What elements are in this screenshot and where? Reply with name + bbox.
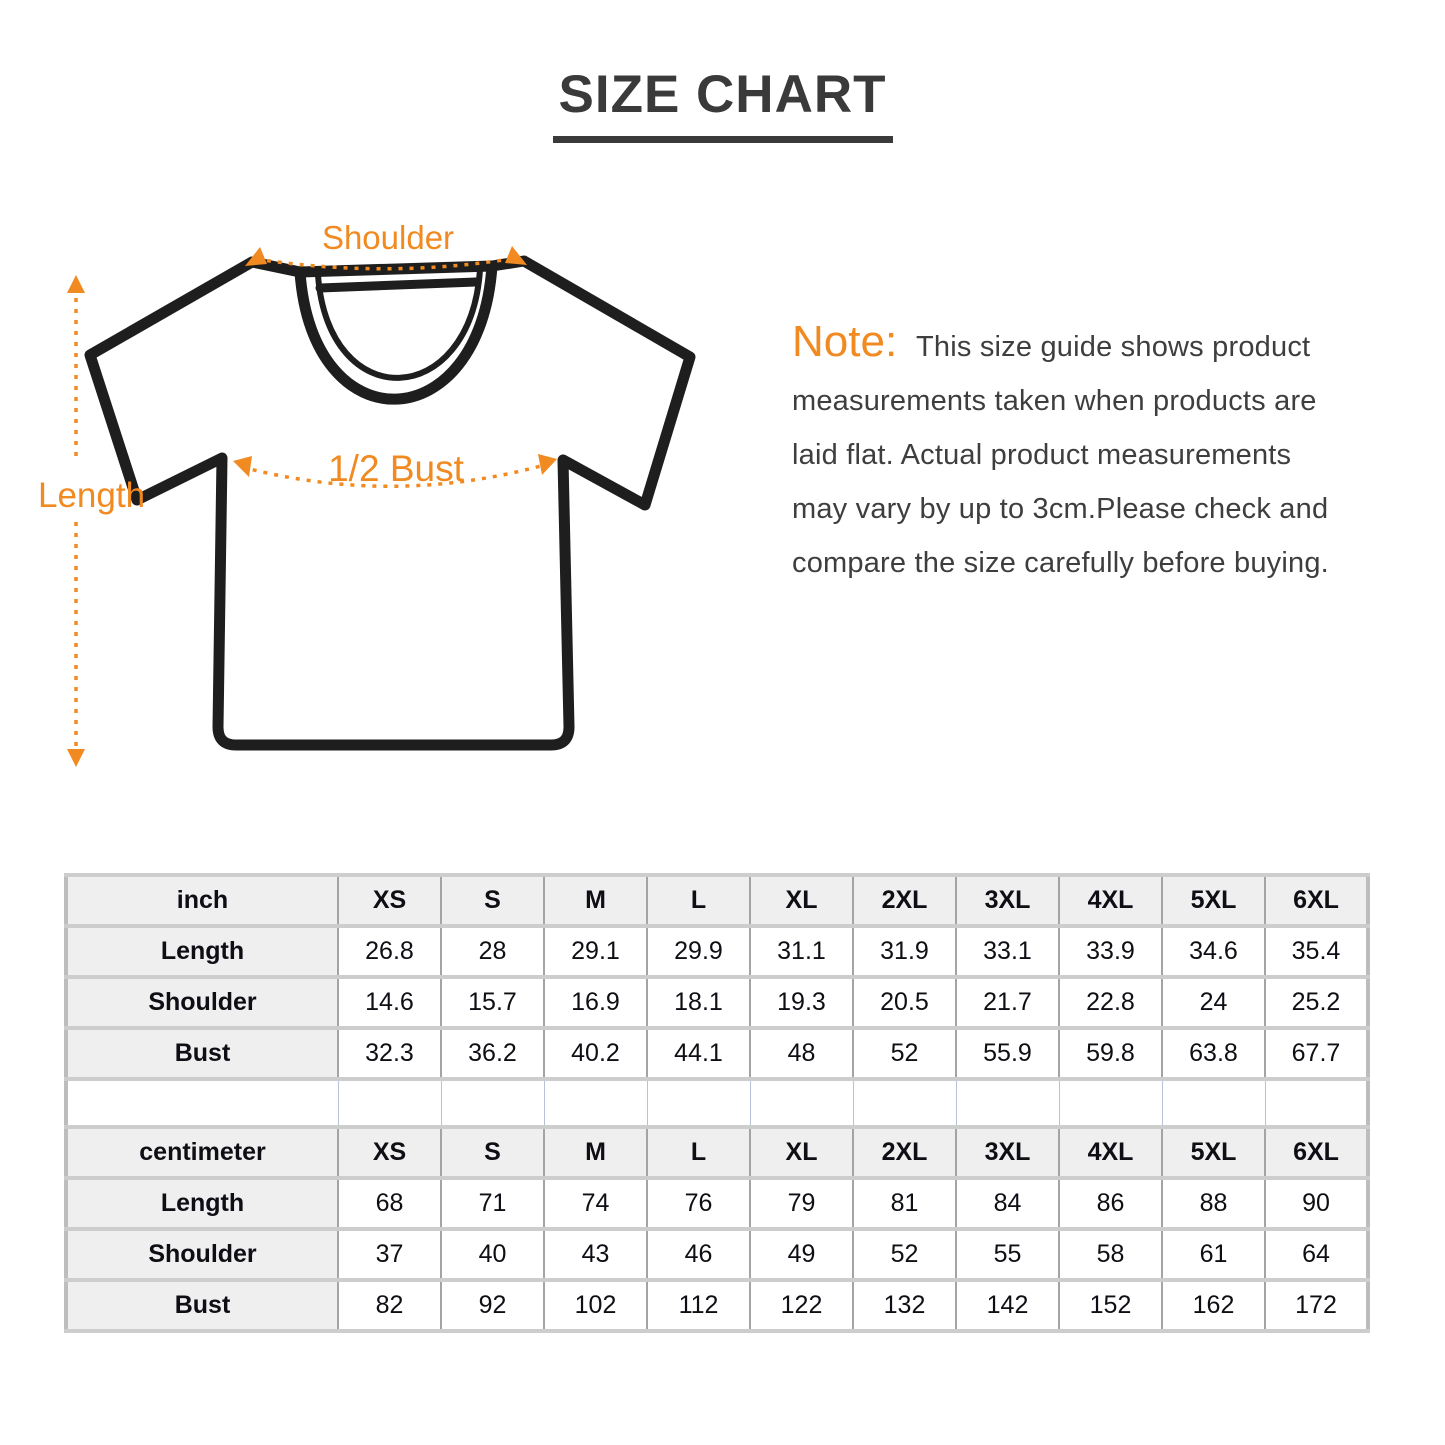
measurement-value-cell: 20.5 — [853, 977, 956, 1028]
measurement-value-cell: 18.1 — [647, 977, 750, 1028]
measurement-value-cell: 40.2 — [544, 1028, 647, 1079]
page-title: SIZE CHART — [553, 64, 893, 143]
measurement-value-cell: 86 — [1059, 1178, 1162, 1229]
size-column-header: M — [544, 1127, 647, 1178]
size-column-header: 2XL — [853, 1127, 956, 1178]
size-column-header: M — [544, 875, 647, 926]
size-column-header: 3XL — [956, 875, 1059, 926]
measurement-value-cell: 33.9 — [1059, 926, 1162, 977]
note-line: compare the size carefully before buying. — [792, 547, 1329, 579]
note-line: measurements taken when products are — [792, 385, 1317, 417]
measurement-value-cell: 44.1 — [647, 1028, 750, 1079]
measurement-value-cell: 22.8 — [1059, 977, 1162, 1028]
measurement-value-cell: 35.4 — [1265, 926, 1368, 977]
spacer-cell — [441, 1079, 544, 1127]
measurement-value-cell: 112 — [647, 1280, 750, 1331]
measurement-value-cell: 52 — [853, 1028, 956, 1079]
arrowhead-up-icon — [67, 275, 85, 293]
measurement-value-cell: 64 — [1265, 1229, 1368, 1280]
measurement-value-cell: 55 — [956, 1229, 1059, 1280]
spacer-cell — [544, 1079, 647, 1127]
spacer-cell — [647, 1079, 750, 1127]
size-column-header: L — [647, 1127, 750, 1178]
measurement-value-cell: 21.7 — [956, 977, 1059, 1028]
measurement-value-cell: 81 — [853, 1178, 956, 1229]
unit-header-row — [66, 875, 1368, 926]
size-column-header: L — [647, 875, 750, 926]
unit-label-cell: centimeter — [66, 1127, 338, 1178]
size-column-header: 4XL — [1059, 875, 1162, 926]
size-column-header: XS — [338, 1127, 441, 1178]
measurement-value-cell: 79 — [750, 1178, 853, 1229]
measurement-value-cell: 37 — [338, 1229, 441, 1280]
measurement-label-cell: Bust — [66, 1028, 338, 1079]
spacer-cell — [66, 1079, 338, 1127]
page-title-wrap — [0, 64, 1445, 143]
measurement-value-cell: 29.9 — [647, 926, 750, 977]
measurement-row — [66, 977, 1368, 1028]
measurement-value-cell: 16.9 — [544, 977, 647, 1028]
unit-label-cell: inch — [66, 875, 338, 926]
measurement-value-cell: 58 — [1059, 1229, 1162, 1280]
measurement-value-cell: 68 — [338, 1178, 441, 1229]
measurement-value-cell: 34.6 — [1162, 926, 1265, 977]
measurement-label-cell: Shoulder — [66, 977, 338, 1028]
size-column-header: 5XL — [1162, 875, 1265, 926]
measurement-value-cell: 63.8 — [1162, 1028, 1265, 1079]
spacer-cell — [338, 1079, 441, 1127]
measurement-value-cell: 90 — [1265, 1178, 1368, 1229]
measurement-label-cell: Bust — [66, 1280, 338, 1331]
arrowhead-left-icon — [245, 247, 267, 266]
measurement-value-cell: 74 — [544, 1178, 647, 1229]
size-column-header: XL — [750, 1127, 853, 1178]
tshirt-outline — [90, 261, 690, 745]
arrowhead-down-icon — [67, 749, 85, 767]
measurement-value-cell: 25.2 — [1265, 977, 1368, 1028]
spacer-cell — [750, 1079, 853, 1127]
measurement-value-cell: 43 — [544, 1229, 647, 1280]
measurement-row — [66, 1280, 1368, 1331]
measurement-value-cell: 52 — [853, 1229, 956, 1280]
size-column-header: S — [441, 1127, 544, 1178]
measurement-label-cell: Shoulder — [66, 1229, 338, 1280]
size-column-header: 6XL — [1265, 1127, 1368, 1178]
measurement-value-cell: 55.9 — [956, 1028, 1059, 1079]
size-column-header: 5XL — [1162, 1127, 1265, 1178]
measurement-value-cell: 14.6 — [338, 977, 441, 1028]
measurement-value-cell: 49 — [750, 1229, 853, 1280]
measurement-value-cell: 46 — [647, 1229, 750, 1280]
measurement-value-cell: 29.1 — [544, 926, 647, 977]
note-line: may vary by up to 3cm.Please check and — [792, 493, 1329, 525]
measurement-value-cell: 59.8 — [1059, 1028, 1162, 1079]
measurement-value-cell: 132 — [853, 1280, 956, 1331]
size-column-header: 2XL — [853, 875, 956, 926]
measurement-value-cell: 162 — [1162, 1280, 1265, 1331]
note-line: This size guide shows product — [916, 331, 1311, 363]
note-prefix: Note: — [792, 317, 898, 366]
spacer-cell — [1162, 1079, 1265, 1127]
measurement-value-cell: 36.2 — [441, 1028, 544, 1079]
measurement-value-cell: 84 — [956, 1178, 1059, 1229]
measurement-value-cell: 15.7 — [441, 977, 544, 1028]
measurement-value-cell: 48 — [750, 1028, 853, 1079]
measurement-row — [66, 926, 1368, 977]
measurement-value-cell: 33.1 — [956, 926, 1059, 977]
measurement-value-cell: 31.9 — [853, 926, 956, 977]
measurement-value-cell: 76 — [647, 1178, 750, 1229]
measurement-value-cell: 31.1 — [750, 926, 853, 977]
spacer-cell — [1059, 1079, 1162, 1127]
measurement-value-cell: 26.8 — [338, 926, 441, 977]
length-label: Length — [38, 476, 146, 515]
measurement-value-cell: 82 — [338, 1280, 441, 1331]
size-column-header: 3XL — [956, 1127, 1059, 1178]
measurement-value-cell: 61 — [1162, 1229, 1265, 1280]
note-line: laid flat. Actual product measurements — [792, 439, 1292, 471]
bust-label: 1/2 Bust — [328, 448, 464, 489]
measurement-label-cell: Length — [66, 926, 338, 977]
size-column-header: 4XL — [1059, 1127, 1162, 1178]
measurement-value-cell: 71 — [441, 1178, 544, 1229]
spacer-cell — [853, 1079, 956, 1127]
unit-header-row — [66, 1127, 1368, 1178]
measurement-value-cell: 102 — [544, 1280, 647, 1331]
measurement-value-cell: 152 — [1059, 1280, 1162, 1331]
measurement-row — [66, 1028, 1368, 1079]
measurement-value-cell: 40 — [441, 1229, 544, 1280]
measurement-label-cell: Length — [66, 1178, 338, 1229]
spacer-cell — [956, 1079, 1059, 1127]
size-column-header: 6XL — [1265, 875, 1368, 926]
measurement-row — [66, 1229, 1368, 1280]
measurement-value-cell: 67.7 — [1265, 1028, 1368, 1079]
measurement-value-cell: 92 — [441, 1280, 544, 1331]
size-column-header: XL — [750, 875, 853, 926]
measurement-value-cell: 24 — [1162, 977, 1265, 1028]
size-column-header: XS — [338, 875, 441, 926]
measurement-value-cell: 88 — [1162, 1178, 1265, 1229]
size-table — [64, 873, 1370, 1333]
measurement-value-cell: 28 — [441, 926, 544, 977]
spacer-cell — [1265, 1079, 1368, 1127]
measurement-row — [66, 1178, 1368, 1229]
size-column-header: S — [441, 875, 544, 926]
measurement-value-cell: 172 — [1265, 1280, 1368, 1331]
spacer-row — [66, 1079, 1368, 1127]
length-measure-arrow — [67, 275, 85, 767]
tshirt-diagram — [30, 215, 750, 771]
arrowhead-right-icon — [505, 246, 527, 265]
measurement-value-cell: 122 — [750, 1280, 853, 1331]
note-block — [792, 317, 1404, 590]
shoulder-label: Shoulder — [321, 219, 455, 256]
measurement-value-cell: 19.3 — [750, 977, 853, 1028]
measurement-value-cell: 142 — [956, 1280, 1059, 1331]
measurement-value-cell: 32.3 — [338, 1028, 441, 1079]
